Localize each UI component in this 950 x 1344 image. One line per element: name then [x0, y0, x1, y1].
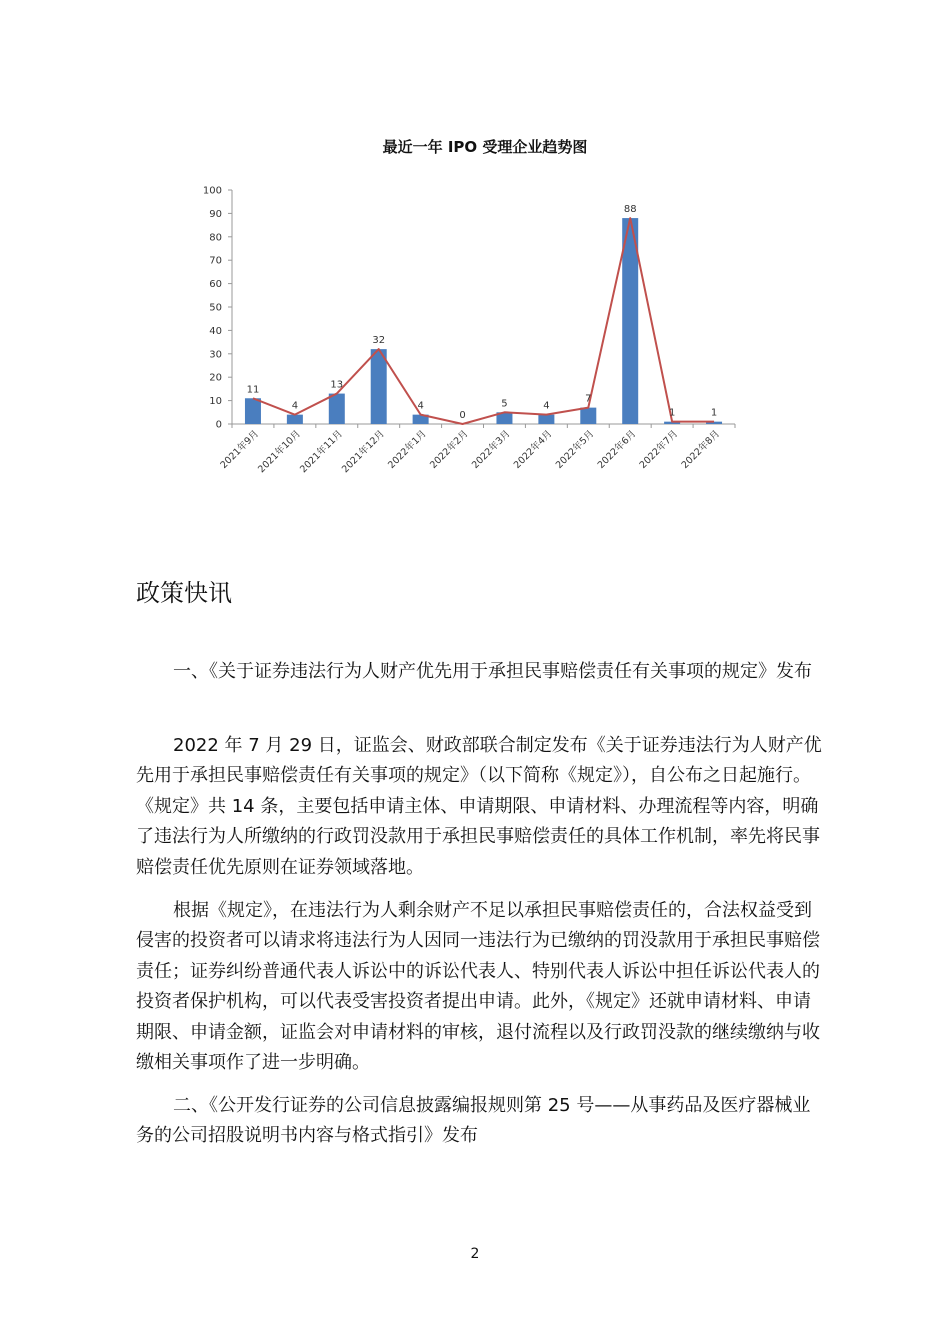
y-tick-label-0: 0: [215, 419, 222, 431]
chart-axes: [232, 190, 735, 428]
x-tick-label-2: 2021年11月: [298, 428, 345, 476]
x-tick-label-1: 2021年10月: [256, 428, 303, 476]
x-tick-label-7: 2022年4月: [511, 428, 555, 471]
section-title: 政策快讯: [136, 579, 232, 607]
bar-8: [580, 408, 596, 424]
x-tick-label-6: 2022年3月: [469, 428, 513, 471]
data-label-1: 4: [291, 400, 299, 412]
ipo-trend-chart: [190, 130, 750, 490]
y-axis-ticks: [203, 186, 232, 431]
x-tick-label-0: 2021年9月: [218, 428, 262, 471]
y-tick-label-2: 20: [209, 372, 222, 384]
data-label-6: 5: [501, 398, 508, 410]
x-tick-label-3: 2021年12月: [339, 428, 387, 476]
chart-svg: [190, 130, 750, 490]
y-tick-label-10: 100: [202, 185, 222, 197]
data-label-0: 11: [246, 384, 260, 396]
news-item-1-paragraph-1: 2022 年 7 月 29 日，证监会、财政部联合制定发布《关于证券违法行为人财产优先用于承担民事赔偿责任有关事项的规定》（以下简称《规定》），自公布之日起施行。《规定》共 14 条，主要包括申请主体、申请期限、申请材料、办理流程等内容，明确了违法行为人所缴纳的行政罚没款用于承担民事赔偿责任的具体工作机制，率先将民事赔偿责任优先原则在证券领域落地。: [136, 735, 822, 878]
y-tick-label-1: 10: [209, 396, 222, 408]
data-labels: [247, 204, 718, 421]
data-label-11: 1: [710, 407, 718, 419]
data-label-3: 32: [372, 335, 386, 347]
y-tick-label-9: 90: [209, 208, 222, 220]
trend-line-group: [253, 218, 714, 424]
bar-1: [287, 415, 303, 424]
x-tick-label-4: 2022年1月: [386, 428, 429, 471]
chart-title: 最近一年 IPO 受理企业趋势图: [382, 138, 588, 156]
bar-0: [245, 398, 261, 424]
trend-line: [253, 218, 714, 424]
y-tick-label-3: 30: [209, 349, 222, 361]
y-tick-label-4: 40: [209, 325, 222, 337]
data-label-4: 4: [417, 400, 424, 412]
x-tick-label-11: 2022年8月: [679, 428, 723, 471]
data-label-10: 1: [668, 407, 676, 419]
x-tick-label-10: 2022年7月: [637, 428, 681, 471]
data-label-9: 88: [623, 204, 637, 216]
data-label-7: 4: [543, 400, 550, 412]
x-axis-labels: [218, 428, 722, 476]
x-tick-label-9: 2022年6月: [595, 428, 639, 471]
news-item-2-heading: 二、《公开发行证券的公司信息披露编报规则第 25 号——从事药品及医疗器械业务的公司招股说明书内容与格式指引》发布: [136, 1095, 811, 1147]
bar-3: [371, 349, 387, 424]
news-item-1-paragraph-2: 根据《规定》，在违法行为人剩余财产不足以承担民事赔偿责任的，合法权益受到侵害的投资者可以请求将违法行为人因同一违法行为已缴纳的罚没款用于承担民事赔偿责任；证券纠纷普通代表人诉讼中的诉讼代表人、特别代表人诉讼中担任诉讼代表人的投资者保护机构，可以代表受害投资者提出申请。此外，《规定》还就申请材料、申请期限、申请金额，证监会对申请材料的审核，退付流程以及行政罚没款的继续缴纳与收缴相关事项作了进一步明确。: [136, 900, 820, 1074]
y-tick-label-5: 50: [209, 302, 222, 314]
y-tick-label-8: 80: [209, 232, 222, 244]
bar-2: [329, 394, 345, 424]
y-tick-label-7: 70: [209, 255, 222, 267]
news-item-1-heading: 一、《关于证券违法行为人财产优先用于承担民事赔偿责任有关事项的规定》发布: [173, 661, 812, 682]
data-label-8: 7: [585, 393, 592, 405]
page-number: 2: [470, 1246, 480, 1262]
data-label-2: 13: [330, 379, 344, 391]
x-tick-label-8: 2022年5月: [553, 428, 597, 471]
data-label-5: 0: [459, 410, 466, 421]
x-tick-label-5: 2022年2月: [428, 428, 471, 471]
bar-7: [538, 415, 554, 424]
y-tick-label-6: 60: [209, 279, 222, 291]
